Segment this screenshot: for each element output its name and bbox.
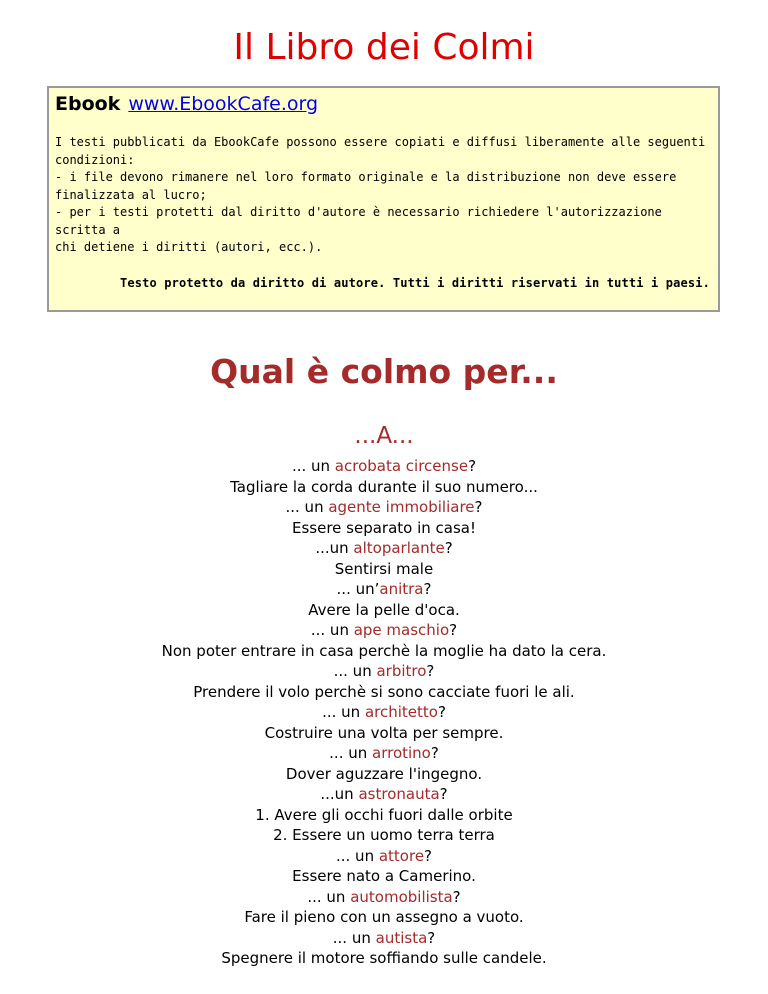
question-mark: ? <box>426 662 435 680</box>
copyright-notice: Testo protetto da diritto di autore. Tutti i diritti riservati in tutti i paesi. <box>120 275 710 290</box>
question-line <box>0 538 768 559</box>
answer-line: Essere separato in casa! <box>291 518 476 537</box>
notice-line: condizioni: <box>55 152 135 167</box>
question-prefix: ... un <box>335 846 379 865</box>
question-line <box>0 620 768 641</box>
question-line <box>0 661 768 682</box>
answer-line: Sentirsi male <box>334 559 434 578</box>
question-prefix: ... un <box>285 498 329 516</box>
question-term: astronauta <box>358 785 440 803</box>
question-mark: ? <box>452 887 461 906</box>
question-term: autista <box>375 928 428 947</box>
question-mark: ? <box>430 744 439 762</box>
question-mark: ? <box>424 846 433 865</box>
question-term: altoparlante <box>353 539 445 557</box>
answer-line: Avere la pelle d'oca. <box>308 600 460 619</box>
question-line <box>0 784 768 805</box>
question-term: ape maschio <box>353 621 450 639</box>
question-term: architetto <box>364 703 438 721</box>
answer-line: Dover aguzzare l'ingegno. <box>285 764 483 783</box>
answer-line: Fare il pieno con un assegno a vuoto. <box>244 908 524 926</box>
ebook-info-box <box>47 86 720 312</box>
section-title: Qual è colmo per... <box>210 352 558 391</box>
question-mark: ? <box>449 621 458 639</box>
ebook-header <box>55 92 712 116</box>
notice-line: finalizzata al lucro; <box>55 187 207 202</box>
question-term: automobilista <box>350 887 453 906</box>
notice-line: I testi pubblicati da EbookCafe possono essere copiati e diffusi liberamente alle seguenti <box>55 135 706 149</box>
question-prefix: ... un’ <box>336 580 380 598</box>
question-prefix: ... un <box>310 621 354 639</box>
question-term: anitra <box>379 580 424 598</box>
question-term: arbitro <box>376 662 427 680</box>
answer-line: Costruire una volta per sempre. <box>264 723 504 742</box>
question-mark: ? <box>427 928 436 947</box>
question-line <box>0 497 768 518</box>
usage-notice <box>55 134 712 257</box>
ebook-label: Ebook <box>55 93 121 115</box>
question-prefix: ... un <box>322 703 365 721</box>
question-mark: ? <box>474 498 483 516</box>
question-line <box>0 928 768 949</box>
question-term: attore <box>378 846 425 865</box>
answer-line: Tagliare la corda durante il suo numero... <box>230 477 538 496</box>
question-prefix: ... un <box>333 662 377 680</box>
question-mark: ? <box>423 580 432 598</box>
question-prefix: ... un <box>291 457 335 475</box>
answer-line: Essere nato a Camerino. <box>292 867 476 885</box>
question-prefix: ... un <box>332 928 376 947</box>
notice-line: - i file devono rimanere nel loro formato originale e la distribuzione non deve essere <box>55 170 677 184</box>
question-prefix: ... un <box>329 744 373 762</box>
question-term: arrotino <box>372 744 431 762</box>
answer-line: Prendere il volo perchè si sono cacciate fuori le ali. <box>193 682 575 701</box>
answer-line: 1. Avere gli occhi fuori dalle orbite <box>255 805 513 824</box>
document-title: Il Libro dei Colmi <box>233 27 535 68</box>
notice-line: chi detiene i diritti (autori, ecc.). <box>55 240 323 254</box>
question-term: agente immobiliare <box>328 498 475 516</box>
question-mark: ? <box>439 785 448 803</box>
colmi-list <box>0 456 768 969</box>
answer-line: Non poter entrare in casa perchè la moglie ha dato la cera. <box>161 641 607 660</box>
question-mark: ? <box>437 703 446 721</box>
question-mark: ? <box>468 457 477 475</box>
question-line <box>0 887 768 908</box>
question-term: acrobata circense <box>334 457 469 475</box>
question-mark: ? <box>444 539 453 557</box>
question-prefix: ... un <box>307 887 351 906</box>
answer-line: Spegnere il motore soffiando sulle candele. <box>221 949 547 967</box>
question-prefix: ...un <box>315 539 354 557</box>
question-line <box>0 743 768 764</box>
question-prefix: ...un <box>320 785 359 803</box>
question-line <box>0 702 768 723</box>
ebookcafe-link[interactable]: www.EbookCafe.org <box>128 93 319 115</box>
question-line <box>0 456 768 477</box>
letter-heading: ...A... <box>354 423 414 449</box>
question-line <box>0 579 768 600</box>
answer-line: 2. Essere un uomo terra terra <box>273 826 495 844</box>
question-line <box>0 846 768 867</box>
notice-line: - per i testi protetti dal diritto d'autore è necessario richiedere l'autorizzazione scritta a <box>55 205 662 237</box>
